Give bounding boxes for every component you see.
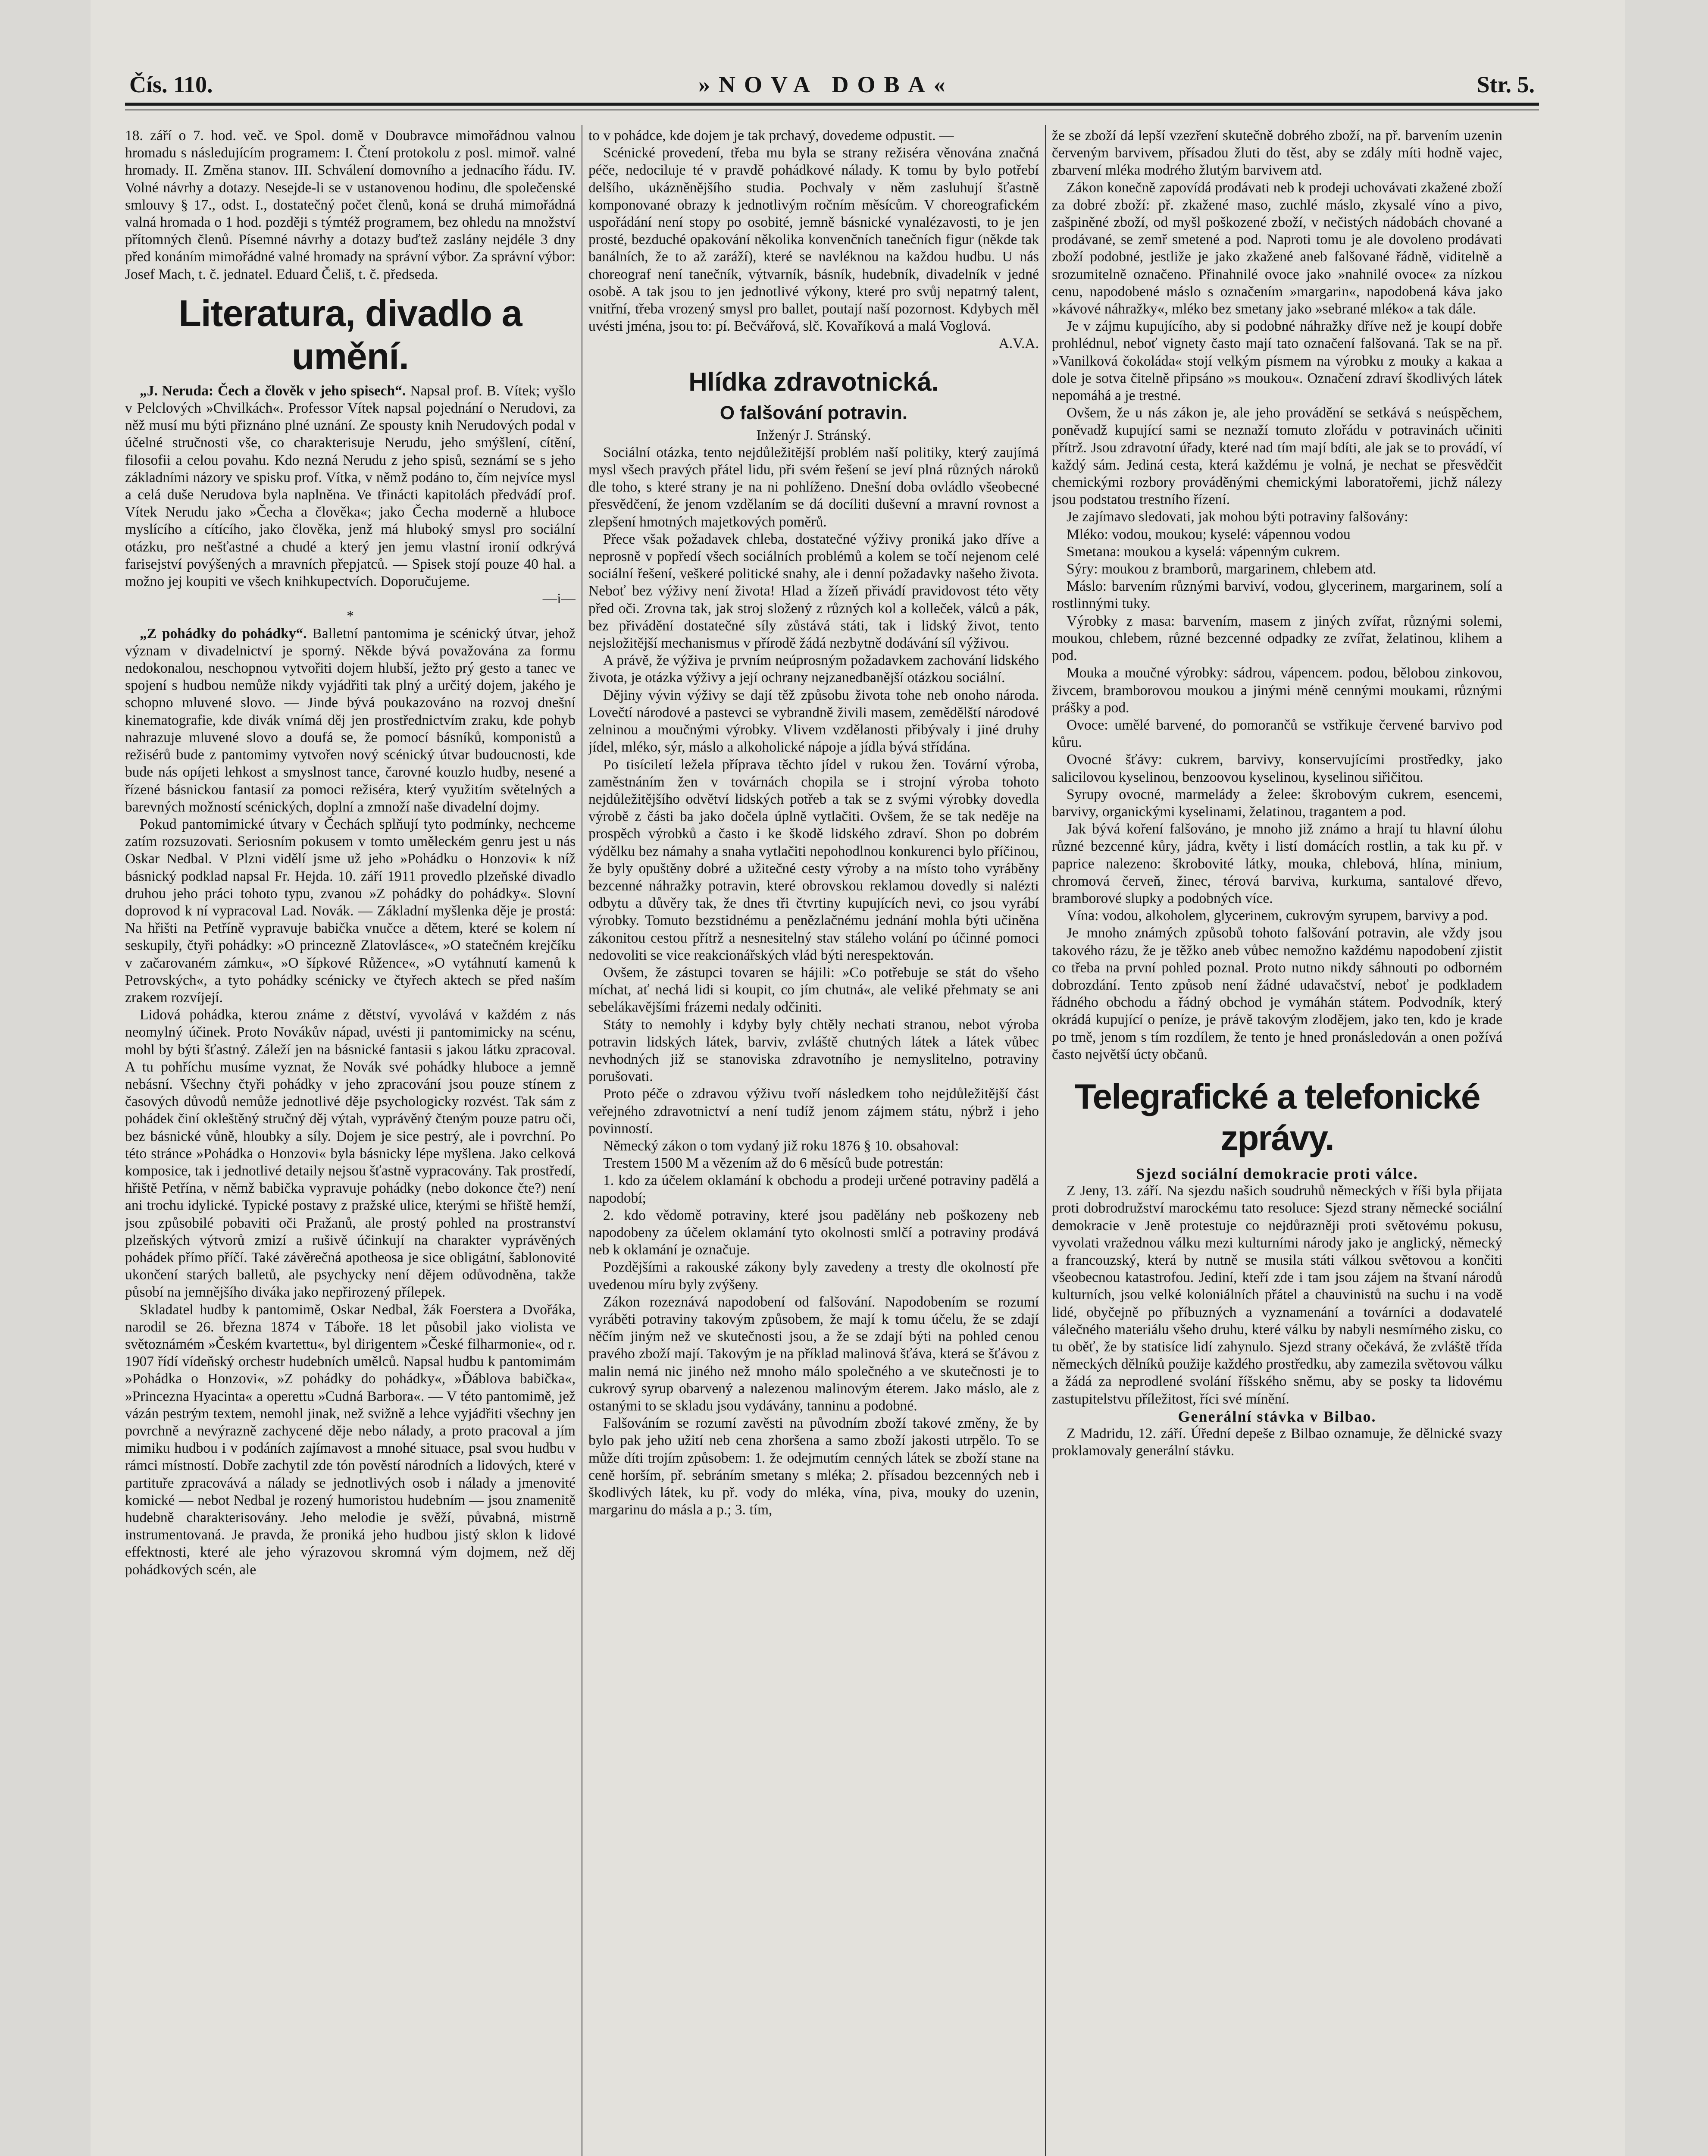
paragraph: Je zajímavo sledovati, jak mohou býti potraviny falšovány: — [1067, 509, 1408, 525]
list-item: Mouka a moučné výrobky: sádrou, vápencem. podou, bělobou zinkovou, živcem, bramborovou moukou a jinými méně cennými moukami, různými práškу a pod. — [1052, 665, 1502, 716]
paragraph: Ovšem, že zástupci tovaren se hájili: »Co potřebuje se stát do všeho míchat, ať nechá lidi si koupit, co jím chutná«, ale veliké přehmaty se ani sebelákavějšími frázemi nedaly odčiniti. — [588, 964, 1039, 1015]
news-subheading: Sjezd sociální demokracie proti válce. — [1136, 1165, 1418, 1182]
list-item: Mléko: vodou, moukou; kyselé: vápennou vodou — [1067, 526, 1351, 542]
paragraph: Trestem 1500 M a vězením až do 6 měsíců bude potrestán: — [603, 1155, 944, 1172]
paragraph: Proto péče o zdravou výživu tvoří následkem toho nejdůležitější část veřejného zdravotnictví a není tudíž jenom zájmem státu, nýbrž i jeho povinností. — [588, 1086, 1039, 1137]
paragraph: Je v zájmu kupujícího, aby si podobné náhražky dříve než je koupí dobře prohlédnul, neboť vignety často mají tato označení falšovaná. Tak se na př. »Vanilková čokoláda« stojí velkým písmem na výrobku z mouky a kakaa a dole je sotva čitelně připsáno »s moukou«. Označení zdraví škodlivých látek nepomáhá a je trestné. — [1052, 318, 1502, 404]
paragraph: to v pohádce, kde dojem je tak prchavý, dovedeme odpustit. — — [588, 128, 954, 144]
list-item: Výrobky z masa: barvením, masem z jiných zvířat, různými solemi, moukou, chlebem, různé bezcenné odpadky ze zvířat, želatinou, klihem a pod. — [1052, 613, 1502, 664]
paragraph: Dějiny vývin výživy se dají těž způsobu života tohe neb onoho národa. Lovečtí národové a pastevci se vybrandně živili masem, zemědělští národové zelninou a moučnými výrobky. Vlivem vzdělanosti přibývaly i jiné druhy jídel, mléko, sýr, máslo a alkoholické nápoje a jídla bývá střídána. — [588, 687, 1039, 755]
section-heading-health: Hlídka zdravotnická. — [688, 367, 939, 396]
paragraph: Z Madridu, 12. září. Úřední depeše z Bilbao oznamuje, že dělnické svazy proklamovaly generální stávku. — [1052, 1426, 1502, 1459]
column-1 — [125, 127, 576, 2156]
paragraph: Přece však požadavek chleba, dostatečné výživy proniká jako dříve a neprosně v popředí všech sociálních problémů a kolem se točí nejenom celé sociální řešení, veškeré politické snahy, ale i denní požadavky našeho života. Neboť bez výživy není života! Hlad a žízeň přivádí pravidovost této věty před oči. Zrovna tak, jak stroj složený z různých kol a kolleček, válců a pák, bez přivádění dostatečné síly zůstává státi, tak i lidský život, tento nejsložitější mechanismus v přírodě žádá nezbytně dodávání síl výživou. — [588, 531, 1039, 652]
paragraph: Z Jeny, 13. září. Na sjezdu našich soudruhů německých v říši byla přijata proti dobrodružství marockému tato resoluce: Sjezd strany německé sociální demokracie v Jeně protestuje co nejdůrazněji proti světovému pokusu, vyvolati vražednou válku mezi kulturními národy jako je anglický, německý a francouzský, která by nutně se musila státi válkou světovou a končiti všeobecnou katastrofou. Jediní, kteří zde i tam jsou zájem na štvaní národů kulturních, jsou velké koloniálních přátel a chauvinistů na suchu i na vodě lidé, obyčejně po příbuzných a vyznamenání a továrníci a dodavatelé válečného materiálu všeho druhu, které válku by nabyli nesmírného zisku, co tu oběť, že by statisíce lidí zahynulo. Sjezd strany očekává, že zvláště třída německých dělníků použije každého prostředku, aby zamezila světovou válku a žádá za neprodlené svolání říšského sněmu, aby se posky ta lidovému zastupitelstvu příležitost, říci své mínění. — [1052, 1183, 1502, 1407]
column-2 — [588, 127, 1039, 2156]
paragraph: Pokud pantomimické útvary v Čechách splňují tyto podmínky, nechceme zatím rozsuzovati. Seriosním pokusem v tomto uměleckém genru jest u nás Oskar Nedbal. V Plzni vidělí jsme už jeho »Pohádku o Honzovi« k níž básnický podklad napsal Fr. Hejda. 10. září 1911 provedlo plzeňské divadlo druhou jeho práci tohoto typu, zvanou »Z pohádky do pohádky«. Slovní doprovod k ní vypracoval Lad. Novák. — Základní myšlenka děje je prostá: Na hřišti na Petříně vypravuje babička vnučce a dětem, které se kolem ní seskupily, čtyři pohádky: »O princezně Zlatovlásce«, »O statečném krejčíku v začarovaném zámku«, »O šípkové Růžence«, »O vytáhnutí kamenů k Petrovských«, a tyto pohádky scénicky ve čtyřech aktech se před naším zrakem rozvíjejí. — [125, 816, 576, 1006]
list-item: Syrupy ovocné, marmelády a želee: škrobovým cukrem, esencemi, barvivy, organickými kyselinami, želatinou, tragantem a pod. — [1052, 786, 1502, 820]
list-item: Smetana: moukou a kyselá: vápenným cukrem. — [1067, 543, 1340, 560]
review-title: „J. Neruda: Čech a člověk v jeho spisech“. — [140, 382, 406, 399]
review-neruda — [125, 382, 576, 590]
paragraph: Lidová pohádka, kterou známe z dětství, vyvolává v každém z nás neomylný účinek. Proto Novákův nápad, uvésti ji pantomimicky na scénu, mohl by býti šťastný. Záleží jen na básnické fantasii s jakou látku zpracoval. A tu pohříchu musíme vyznat, že Novák své pohádky hluboce a jemně nebásní. Všechny čtyři pohádky v jeho zpracování jsou pouze stínem z časových důvodů nemůže jednotlivé děje psychologicky rozvést. Tak sám z pohádek činí okleštěný stručný děj výtah, vyprávěný čteným pouze patru oči, bez básnické vůně, hloubky a síly. Dojem je sice pestrý, ale i povrchní. Po této stránce »Pohádka o Honzovi« byla básnicky lépe myšlena. Jako celková komposice, tak i jednotlivé detaily nejsou šťastně vypracovány. Tak prostředí, hřiště Petřína, v němž babička vypravuje pohádky (nebo dokonce čte?) není ani trochu idylické. Typické postavy z pražské ulice, kterými se hřiště hemží, jsou způsobilé pobaviti oči Pražanů, ale prostý pohled na prostranství plzeňských výtvorů zmizí a rušivě účinkují na charakter vyprávěných pohádek přímo příčí. Také závěrečná apotheosa je sice obligátní, šablonovité ukončení starých balletů, ale psychycky není dějem odůvodněna, takže působí na jemnějšího diváka jako nepřirozený přílepek. — [125, 1007, 576, 1300]
list-item: Ovoce: umělé barvené, do pomorančů se vstřikuje červené barvivo pod kůru. — [1052, 717, 1502, 751]
paragraph: Sociální otázka, tento nejdůležitější problém naší politiky, který zaujímá mysl všech pravých přátel lidu, při svém řešení se jeví plná různých nároků dle toho, s které strany je na ni pohlíženo. Dnešní doba ovládlo všeobecné přesvědčení, že jenom vzdělaním se dá docíliti duševní a mravní rovnost a zlepšení hmotných majetkových poměrů. — [588, 444, 1039, 530]
article-signature: A.V.A. — [998, 335, 1039, 352]
paragraph: Ovšem, že u nás zákon je, ale jeho provádění se setkává s neúspěchem, poněvadž kupující sami se neznaží tomuto zlořádu v potravinách učiniti přítrž. Jsou zdravotní úřady, které nad tím mají bdíti, ale jak se to provádí, ví každý sám. Jediná cesta, která každému je volná, je nechat se přesvědčit chemickými rozbory prováděnými chemickými laboratořemi, jichž nálezy jsou podstatou trestního řízení. — [1052, 405, 1502, 508]
paragraph: Skladatel hudby k pantomimě, Oskar Nedbal, žák Foerstera a Dvořáka, narodil se 26. března 1874 v Táboře. 18 let působil jako violista ve světoznámém »Českém kvartettu«, byl dirigentem »České filharmonie«, od r. 1907 řídí vídeňský orchestr hudebních umělců. Napsal hudbu k pantomimám »Pohádka o Honzovi«, »Z pohádky do pohádky«, »Ďáblova babička«, »Princezna Hyacinta« a operettu »Cudná Barbora«. — V této pantomimě, jež vázán pestrým textem, nemohl jinak, než svižně a lehce vyjádřiti všechny jen povrchně a nevýrazně zachycené děje nebo nálady, a proto pracoval a jím mimiku hudbou i v podáních zajímavost a mnohé situace, psal svou hudbu v rámci místností. Dobře zachytil zde tón pověstí národních a lidových, které v partituře zpracovává a nálady se jednotlivých osob i nálady a jmenovité komické — nebot Nedbal je rozený humoristou hudebním — jsou znamenitě hudebně charakterisovány. Jeho melodie je svěží, půvabná, mistrně instrumentovaná. Je pravda, že proniká jeho hudbou jistý sklon k lidové effektnosti, které ale jeho výrazovou skromná vým dojmem, než děj pohádkových scén, ale — [125, 1301, 576, 1578]
section-separator: * — [347, 608, 354, 624]
paragraph: A právě, že výživa je prvním neúprosným požadavkem zachování lidského života, je otázka výživy a její ochrany nejzanedbanější otázkou sociální. — [588, 652, 1039, 686]
paragraph: Zákon rozeznává napodobení od falšování. Napodobením se rozumí vyráběti potraviny takovým způsobem, že mají k tomu účelu, že se zdají něčím jiným než ve skutečnosti jsou, a že se zdají býti na pohled cenou pravého zboží mají. Takovým je na příklad malinová šťáva, která se šťávou z malin nemá nic jiného než mnoho málo společného a ve skutečnosti je to cukrový syrup obarvený a nalezenou malinovým éterem. Jako máslo, ale z ostanými to se skladu jsou vydávány, tanninu a podobné. — [588, 1294, 1039, 1414]
news-subheading: Generální stávka v Bilbao. — [1178, 1407, 1376, 1425]
meeting-notice: 18. září o 7. hod. več. ve Spol. domě v Doubravce mimořádnou valnou hromadu s následujícím programem: I. Čtení protokolu z posl. mimoř. valné hromady. II. Změna stanov. III. Schválení domovního a jednacího řádu. IV. Volné návrhy a dotazy. Nesejde-li se v ustanovenou hodinu, dle společenské smlouvy § 17., odst. I., dostatečný počet členů, koná se druhá mimořádná valná hromada o 1 hod. později s týmtéž programem, bez ohledu na množství přítomných členů. Písemné návrhy a dotazy buďtež zaslány nejdéle 3 dny před konáním mimořádné valné hromady na správní výbor. Za správní výbor: Josef Mach, t. č. jednatel. Eduard Čeliš, t. č. předseda. — [125, 128, 576, 282]
paragraph: Scénické provedení, třeba mu byla se strany režiséra věnována značná péče, nedociluje té v pravdě pohádkové nálady. K tomu by bylo potřebí delšího, ukázněnějšího studia. Pochvaly v něm zasluhují šťastně komponované obrazy k jednotlivým ročním měsícům. V choreografickém uspořádání není stopy po osobité, jemně básnické vynalézavosti, to je jen prosté, bezduché opakování několika konvenčních tanečních figur (někde tak banálních, že to až zaráží), které se navléknou na každou hudbu. U nás choreograf není tanečník, výtvarník, básník, hudebník, divadelník v jedné osobě. A tak jsou to jen jednotlivé výkony, které pro svůj nepatrný talent, vnitřní, třeba vrozený smysl pro ballet, poutají naší pozornost. Kdybych měl uvésti jména, jsou to: pí. Bečvářová, slč. Kovaříková a malá Voglová. — [588, 145, 1039, 335]
review-signature: —i— — [542, 591, 576, 607]
paragraph: Falšováním se rozumí zavěsti na původním zboží takové změny, že by bylo pak jeho užití neb cena zhoršena a samo zboží jakosti utrpělo. To se může díti trojím způsobem: 1. že odejmutím cenných látek se zboží stane na ceně horším, př. sebráním smetany s mléka; 2. přísadou bezcenných neb i škodlivých látek, ku př. vody do mléka, vína, piva, mouky do uzenin, margarinu do másla a p.; 3. tím, — [588, 1415, 1039, 1518]
review-pantomime — [125, 625, 576, 816]
paragraph: Po tisíciletí ležela příprava těchto jídel v rukou žen. Tovární výroba, zaměstnáním žen v továrnách chopila se i strojní výroba tohoto nejdůležitějšího odvětví lidských potřeb a tak se z svými výrobky dovedla výrobě z části ba jako dočela úplně vytlačiti. Ovšem, že se tak neděje na prospěch výrobků a často i ke škodě lidského zdraví. Shon po dobrém výdělku bez námahy a snaha vytlačiti nepohodlnou konkurenci bylo příčinou, že byly opuštěny dobré a užitečné cesty výroby a na místo toho vyráběny bezcenné náhražky potravin, které obrovskou reklamou dovedly si nalézti odbytu a důvěry tak, že dnes tři čtvrtiny kupujících nevi, co jsou vyrábí výrobky. Tomuto bezstidnému a penězlačnému jednání mohla býti učiněna zákonitou cestou přítrž a nesnesitelný stav stáleho volání po účinné pomoci nedovoliti se vice reakcionářských vlád býti nerespektován. — [588, 756, 1039, 963]
header-rule — [125, 103, 1539, 106]
review-text: Napsal prof. B. Vítek; vyšlo v Pelclových »Chvilkách«. Professor Vítek napsal pojednání o Nerudovi, za něž musí mu býti přiznáno plné uznání. Ze spousty knih Nerudových podal v účelné stručnosti vše, co charakterisuje Nerudu, jeho smýšlení, cítění, filosofii a celou povahu. Kdo nezná Nerudu z jeho spisů, seznámí se s jeho základními názory ve spisku prof. Vítka, v němž podáno to, čím nejvíce mysl a celá duše Nerudova byla naplněna. Ve třinácti kapitolách předvádí prof. Vítek Nerudu jako »Čecha a člověka«; jako Čecha moderně a hluboce myslícího a cítícího, jako člověka, jenž má hluboký smysl pro sociální otázku, pro nešťastné a chudé a který jen jemu vlastní ironií odkrývá farisejství povýšených a mravních přepjatců. — Spisek stojí pouze 40 hal. a možno jej koupiti ve všech knihkupectvích. Doporučujeme. — [125, 382, 576, 590]
article-byline: Inženýr J. Stránský. — [756, 427, 871, 443]
section-heading-telegraph: Telegrafické a telefonické zprávy. — [1074, 1077, 1480, 1158]
paragraph: Německý zákon o tom vydaný již roku 1876 § 10. obsahoval: — [603, 1138, 959, 1154]
list-item: Sýry: moukou z bramborů, margarinem, chlebem atd. — [1067, 561, 1376, 577]
paragraph: Zákon konečně zapovídá prodávati neb k prodeji uchovávati zkažené zboží za dobré zboží: př. zkažené maso, zuchlé máslo, zkysalé víno a pivo, zašpiněné zboží, od myšl poškozené zboží, v nečistých nádobách chované a prodávané, se zemř smetené a pod. Naproti tomu je ale dovoleno prodávati zboží podobné, jestliže je jako zkažené aneb falšované řádně, viditelně a srozumitelně označeno. Přinahnilé ovoce jako »nahnilé ovoce« za nízkou cenu, napodobené máslo s označením »margarin«, napodobená káva jako »kávové náhražky«, mléko bez smetany jako »sebrané mléko« a tak dále. — [1052, 179, 1502, 317]
review-text: Balletní pantomima je scénický útvar, jehož význam v divadelnictví je sporný. Někde bývá považována za formu nedokonalou, neschopnou vytvořiti dojem hlubší, ježto prý gesto a tanec ve spojení s hudbou nemůže nikdy vyjádřiti tak plný a určitý dojem, jakého je schopno mluvené slovo. — Jinde bývá poukazováno na rozvoj dnešní kinematografie, kde divák vnímá děj jen prostřednictvím zraku, kde pohyb nahrazuje mluvené slovo a doufá se, že pomocí básníků, komponistů a režisérů bude z pantomimy vytvořen nový scénický útvar budoucnosti, kde bude nás opíjeti lehkost a smyslnost tance, čarovné kouzlo hudby, nesené a řízené básnickou fantasií za pomoci režiséra, který využitím světelných a barevných možností scénických, doplní a zmnoží naše divadelní dojmy. — [125, 625, 576, 815]
column-3 — [1052, 127, 1502, 2156]
section-heading-literature: Literatura, divadlo a umění. — [178, 292, 522, 377]
paragraph: že se zboží dá lepší vzezření skutečně dobrého zboží, na př. barvením uzenin červeným barvivem, přísadou žluti do těst, aby se zdály míti hodně vajec, zbarvení mléka modrého žlutým barvivem atd. — [1052, 128, 1502, 179]
issue-number: Čís. 110. — [129, 72, 213, 97]
newspaper-name: »NOVA DOBA« — [698, 72, 954, 97]
list-item: Vína: vodou, alkoholem, glycerinem, cukrovým syrupem, barvivy a pod. — [1067, 908, 1488, 924]
list-item: Ovocné šťávy: cukrem, barvivy, konservujícími prostředky, jako salicilovou kyselinou, benzoovou kyselinou, kyselinou siřičitou. — [1052, 752, 1502, 785]
review-title: „Z pohádky do pohádky“. — [140, 625, 307, 642]
paragraph: Je mnoho známých způsobů tohoto falšování potravin, ale vždy jsou takového rázu, že je těžko aneb vůbec nemožno každému napodobení zjistit co třeba na první pohled poznal. Proto nutno nikdy sáhnouti po odborném dobrozdání. Tento způsob není žádné udavačství, neboť je podkladem řádného obchodu a řádný obchod je vymáhán státem. Podvodník, který okrádá kupující o peníze, je právě takovým zlodějem, jako ten, kdo je krade po tmě, jenom s tím rozdílem, že tento je hned pronásledován a onen požívá často největší úcty občanů. — [1052, 925, 1502, 1062]
paragraph: 2. kdo vědomě potraviny, které jsou padělány neb poškozeny neb napodobeny za účelem oklamání tyto okolnosti smlčí a potraviny prodává neb k oklamání je označuje. — [588, 1207, 1039, 1258]
paragraph: Pozdějšími a rakouské zákony byly zavedeny a tresty dle okolností pře uvedenou míru byly zvýšeny. — [588, 1259, 1039, 1293]
paragraph: 1. kdo za účelem oklamání k obchodu a prodeji určené potraviny padělá a napodobí; — [588, 1172, 1039, 1206]
column-divider — [1045, 125, 1046, 2156]
paragraph: Státy to nemohly i kdyby byly chtěly nechati stranou, nebot výroba potravin lidských látek, barviv, zvláště chutných látek a látek vůbec nevhodných již se stanoviska zdravotního je nemyslitelno, potraviny porušovati. — [588, 1016, 1039, 1085]
list-item: Máslo: barvením různými barviví, vodou, glycerinem, margarinem, solí a rostlinnými tuky. — [1052, 578, 1502, 612]
paragraph: Jak bývá koření falšováno, je mnoho již známo a hrají tu hlavní úlohu různé bezcenné kůry, jádra, květy i listí domácích rostlin, a tak ku př. v paprice nalezeno: škrobovité látky, moukа, chlebová, hlína, minium, chromová červeň, žinec, térová barviva, kurkuma, santalové dřevo, bramborové slupky a podobných více. — [1052, 821, 1502, 906]
article-title: O falšování potravin. — [719, 402, 908, 423]
page-number: Str. 5. — [1477, 72, 1535, 97]
